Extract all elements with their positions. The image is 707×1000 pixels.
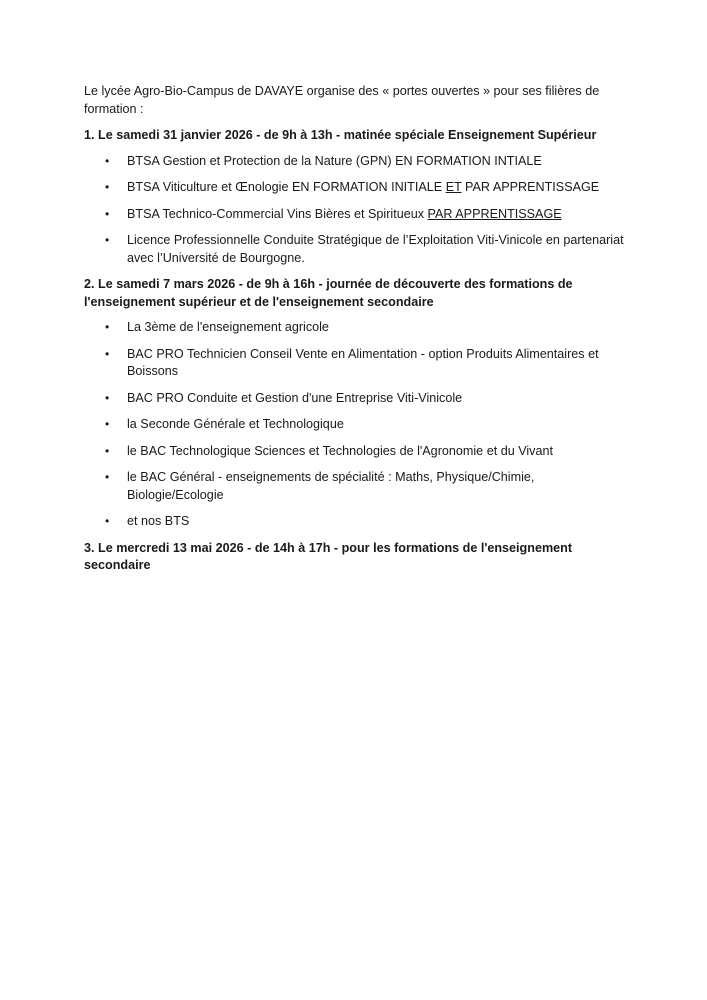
bullet-icon: • xyxy=(105,514,110,528)
section-1 xyxy=(84,127,624,267)
list-item xyxy=(84,153,624,171)
list-item-text: le BAC Général - enseignements de spécialité : Maths, Physique/Chimie, Biologie/Ecologie xyxy=(127,470,535,502)
bullet-icon: • xyxy=(105,346,110,361)
section-2 xyxy=(84,276,624,531)
list-item xyxy=(84,513,624,531)
list-item-text: La 3ème de l'enseignement agricole xyxy=(127,320,329,334)
list-item-underlined-text: ET xyxy=(445,180,462,194)
section-title: 1. Le samedi 31 janvier 2026 - de 9h à 13h - matinée spéciale Enseignement Supérieur xyxy=(84,128,597,142)
list-item-text: BAC PRO Technicien Conseil Vente en Alimentation - option Produits Alimentaires et Boissons xyxy=(127,346,599,378)
section-title: 2. Le samedi 7 mars 2026 - de 9h à 16h - journée de découverte des formations de l'enseignement supérieur et de l'enseignement secondaire xyxy=(84,277,573,309)
list-item xyxy=(84,179,624,197)
list-item-text: BTSA Technico-Commercial Vins Bières et Spiritueux xyxy=(127,206,428,221)
list-item xyxy=(84,416,624,434)
list-item-text: la Seconde Générale et Technologique xyxy=(127,417,344,431)
section-title: 3. Le mercredi 13 mai 2026 - de 14h à 17h - pour les formations de l'enseignement secondaire xyxy=(84,540,573,572)
bullet-list xyxy=(84,153,624,268)
list-item xyxy=(84,206,624,224)
list-item-text: BTSA Viticulture et Œnologie EN FORMATION INITIALE xyxy=(127,180,446,194)
list-item xyxy=(84,232,624,267)
document-page xyxy=(84,83,624,583)
list-item xyxy=(84,469,624,504)
intro-paragraph: Le lycée Agro-Bio-Campus de DAVAYE organise des « portes ouvertes » pour ses filières de formation : xyxy=(84,84,600,116)
list-item xyxy=(84,390,624,408)
bullet-icon: • xyxy=(105,443,110,458)
bullet-list xyxy=(84,319,624,531)
bullet-icon: • xyxy=(105,206,110,221)
list-item-text: BAC PRO Conduite et Gestion d'une Entreprise Viti-Vinicole xyxy=(127,390,463,405)
list-item xyxy=(84,319,624,337)
bullet-icon: • xyxy=(105,417,110,431)
list-item-text: Licence Professionnelle Conduite Stratégique de l’Exploitation Viti-Vinicole en partenariat avec l’Université de Bourgogne. xyxy=(127,233,624,265)
list-item-text: PAR APPRENTISSAGE xyxy=(461,180,600,194)
list-item xyxy=(84,346,624,381)
list-item-underlined-text: PAR APPRENTISSAGE xyxy=(427,206,562,221)
bullet-icon: • xyxy=(105,390,110,405)
bullet-icon: • xyxy=(105,180,110,194)
list-item xyxy=(84,443,624,461)
bullet-icon: • xyxy=(105,320,110,334)
list-item-text: BTSA Gestion et Protection de la Nature (GPN) EN FORMATION INTIALE xyxy=(127,153,542,168)
bullet-icon: • xyxy=(105,153,110,168)
bullet-icon: • xyxy=(105,233,110,247)
bullet-icon: • xyxy=(105,470,110,484)
list-item-text: le BAC Technologique Sciences et Technologies de l'Agronomie et du Vivant xyxy=(127,443,553,458)
section-3 xyxy=(84,540,624,575)
list-item-text: et nos BTS xyxy=(127,514,190,528)
